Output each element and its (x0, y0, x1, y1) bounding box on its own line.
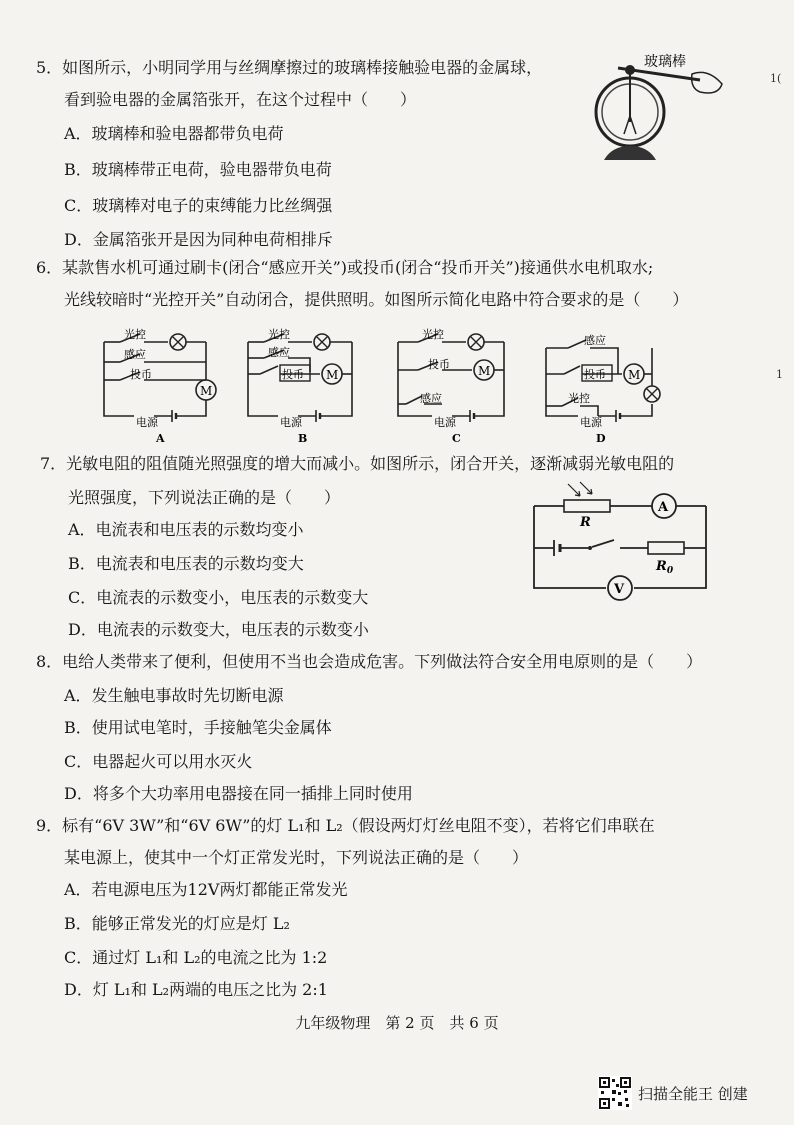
label-coin-d: 投币 (584, 368, 606, 381)
circuit-c-label: C (452, 432, 461, 445)
electroscope-figure (582, 50, 742, 166)
scanner-text: 扫描全能王 创建 (638, 1084, 748, 1103)
q8-stem: 8．电给人类带来了便利，但使用不当也会造成危害。下列做法符合安全用电原则的是（ ） (36, 652, 703, 671)
label-coin-a: 投币 (130, 368, 152, 381)
circuit-b-label: B (298, 432, 308, 445)
label-coin-b: 投币 (282, 368, 304, 381)
scanner-watermark (598, 1076, 748, 1110)
q8-option-c: C．电器起火可以用水灭火 (64, 752, 253, 771)
q9-option-b: B．能够正常发光的灯应是灯 L₂ (64, 914, 290, 933)
edge-mark-mid: 1 (776, 368, 783, 381)
q7-option-d: D．电流表的示数变大，电压表的示数变小 (68, 620, 369, 639)
edge-mark-top: 1( (770, 72, 782, 85)
q7-stem-line1: 7．光敏电阻的阻值随光照强度的增大而减小。如图所示，闭合开关，逐渐减弱光敏电阻的 (40, 454, 675, 473)
qr-code-icon (598, 1076, 632, 1110)
q5-option-b: B．玻璃棒带正电荷，验电器带负电荷 (64, 160, 332, 179)
label-sense-d: 感应 (584, 334, 606, 347)
q7-stem-line2: 光照强度，下列说法正确的是（ ） (68, 488, 341, 507)
label-sense-c: 感应 (420, 392, 442, 405)
q5-stem-line1: 5．如图所示，小明同学用与丝绸摩擦过的玻璃棒接触验电器的金属球， (36, 58, 543, 77)
q9-stem-line1: 9．标有“6V 3W”和“6V 6W”的灯 L₁和 L₂（假设两灯灯丝电阻不变），若将它们串联在 (36, 816, 655, 835)
q9-option-c: C．通过灯 L₁和 L₂的电流之比为 1:2 (64, 948, 328, 967)
page-footer: 九年级物理 第 2 页 共 6 页 (295, 1014, 499, 1032)
q8-option-b: B．使用试电笔时，手接触笔尖金属体 (64, 718, 332, 737)
label-power-c: 电源 (434, 416, 456, 429)
label-power-d: 电源 (580, 416, 602, 429)
q6-stem-line1: 6．某款售水机可通过刷卡(闭合“感应开关”)或投币(闭合“投币开关”)接通供水电机取水; (36, 258, 654, 277)
photoresistor-label: R (580, 515, 591, 530)
q8-option-a: A．发生触电事故时先切断电源 (64, 686, 284, 705)
q9-stem-line2: 某电源上，使其中一个灯正常发光时，下列说法正确的是（ ） (64, 848, 529, 867)
q7-option-c: C．电流表的示数变小，电压表的示数变大 (68, 588, 369, 607)
label-coin-c: 投币 (428, 358, 450, 371)
q6-stem-line2: 光线较暗时“光控开关”自动闭合，提供照明。如图所示简化电路中符合要求的是（ ） (64, 290, 689, 309)
q9-option-a: A．若电源电压为12V两灯都能正常发光 (64, 880, 348, 899)
circuit-d-label: D (596, 432, 606, 445)
label-power-b: 电源 (280, 416, 302, 429)
circuit-a-label: A (156, 432, 165, 445)
label-light-d: 光控 (568, 392, 590, 405)
circuit-c (392, 328, 518, 446)
q7-option-b: B．电流表和电压表的示数均变大 (68, 554, 304, 573)
q5-option-a: A．玻璃棒和验电器都带负电荷 (64, 124, 284, 143)
label-sense-a: 感应 (124, 348, 146, 361)
motor-a: M (200, 384, 213, 398)
ammeter-label: A (658, 500, 669, 515)
motor-b: M (326, 368, 339, 382)
label-power-a: 电源 (136, 416, 158, 429)
circuit-a (96, 328, 222, 446)
q9-option-d: D．灯 L₁和 L₂两端的电压之比为 2:1 (64, 980, 328, 999)
motor-d: M (628, 368, 641, 382)
q5-option-c: C．玻璃棒对电子的束缚能力比丝绸强 (64, 196, 333, 215)
fixed-resistor-label: $R_0$ (656, 559, 674, 576)
voltmeter-label: V (614, 582, 625, 597)
circuit-d (538, 328, 668, 446)
label-light-c: 光控 (422, 328, 444, 341)
q7-option-a: A．电流表和电压表的示数均变小 (68, 520, 304, 539)
photoresistor-circuit (524, 480, 724, 604)
label-sense-b: 感应 (268, 346, 290, 359)
label-light-a: 光控 (124, 328, 146, 341)
q8-option-d: D．将多个大功率用电器接在同一插排上同时使用 (64, 784, 413, 803)
motor-c: M (478, 364, 491, 378)
q5-option-d: D．金属箔张开是因为同种电荷相排斥 (64, 230, 333, 249)
q5-stem-line2: 看到验电器的金属箔张开，在这个过程中（ ） (64, 90, 417, 109)
glass-rod-label: 玻璃棒 (644, 54, 686, 70)
circuit-b (240, 328, 366, 446)
label-light-b: 光控 (268, 328, 290, 341)
